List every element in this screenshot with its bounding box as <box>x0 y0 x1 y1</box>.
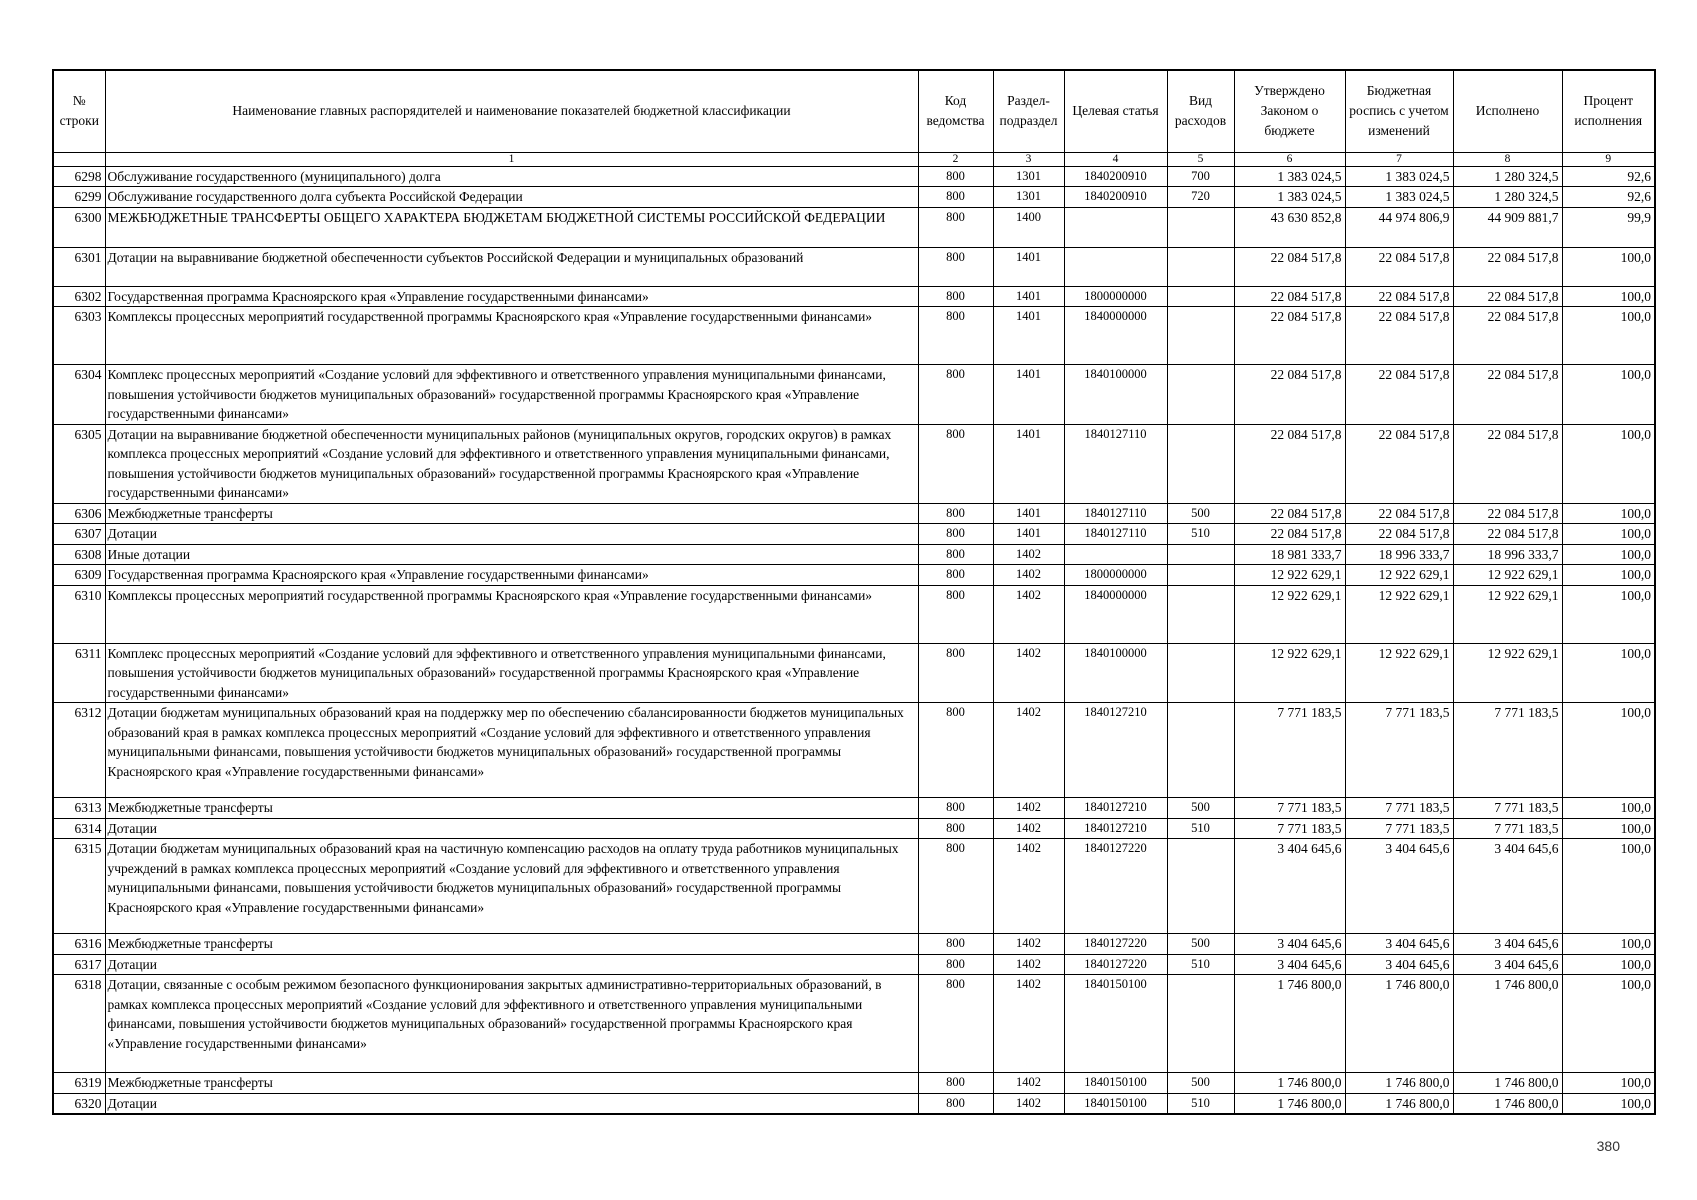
row-name: Дотации, связанные с особым режимом безопасного функционирования закрытых административно-территориальных образований, в рамках комплекса процессных мероприятий «Создание условий для эффективного и ответственного управления муниципальными финансами, повышения устойчивости бюджетов муниципальных образований» государственной программы Красноярского края «Управление государственными финансами» <box>105 975 918 1073</box>
row-number: 6318 <box>53 975 105 1073</box>
department-code: 800 <box>918 565 993 586</box>
table-row <box>53 565 1655 586</box>
table-row <box>53 585 1655 643</box>
table-row <box>53 187 1655 208</box>
department-code: 800 <box>918 307 993 365</box>
expense-type <box>1167 975 1234 1073</box>
section-code: 1402 <box>993 585 1064 643</box>
row-name: Межбюджетные трансферты <box>105 934 918 955</box>
target-article: 1840200910 <box>1064 187 1167 208</box>
row-name: Дотации на выравнивание бюджетной обеспеченности субъектов Российской Федерации и муниципальных образований <box>105 247 918 286</box>
table-row <box>53 703 1655 798</box>
approved-amount: 22 084 517,8 <box>1234 307 1345 365</box>
page-number: 380 <box>1596 1138 1620 1154</box>
row-name: Дотации на выравнивание бюджетной обеспеченности муниципальных районов (муниципальных округов, городских округов) в рамках комплекса процессных мероприятий «Создание условий для эффективного и ответственного управления муниципальными финансами, повышения устойчивости бюджетов муниципальных образований» государственной программы Красноярского края «Управление государственными финансами» <box>105 424 918 503</box>
scheduled-amount: 22 084 517,8 <box>1345 424 1453 503</box>
execution-percent: 100,0 <box>1562 286 1655 307</box>
expense-type: 700 <box>1167 166 1234 187</box>
table-row <box>53 247 1655 286</box>
target-article: 1840150100 <box>1064 1073 1167 1094</box>
approved-amount: 3 404 645,6 <box>1234 934 1345 955</box>
section-code: 1400 <box>993 207 1064 247</box>
section-code: 1402 <box>993 565 1064 586</box>
execution-percent: 100,0 <box>1562 1093 1655 1114</box>
expense-type <box>1167 703 1234 798</box>
scheduled-amount: 1 746 800,0 <box>1345 1093 1453 1114</box>
row-number: 6319 <box>53 1073 105 1094</box>
target-article: 1840127210 <box>1064 703 1167 798</box>
department-code: 800 <box>918 1093 993 1114</box>
row-number: 6317 <box>53 954 105 975</box>
target-article: 1840127210 <box>1064 818 1167 839</box>
row-number: 6315 <box>53 839 105 934</box>
section-code: 1402 <box>993 798 1064 819</box>
table-row <box>53 1073 1655 1094</box>
column-number: 3 <box>993 152 1064 166</box>
section-code: 1401 <box>993 524 1064 545</box>
execution-percent: 100,0 <box>1562 839 1655 934</box>
target-article: 1800000000 <box>1064 286 1167 307</box>
scheduled-amount: 22 084 517,8 <box>1345 286 1453 307</box>
approved-amount: 3 404 645,6 <box>1234 839 1345 934</box>
scheduled-amount: 44 974 806,9 <box>1345 207 1453 247</box>
department-code: 800 <box>918 1073 993 1094</box>
expense-type <box>1167 585 1234 643</box>
section-code: 1402 <box>993 1073 1064 1094</box>
executed-amount: 12 922 629,1 <box>1453 585 1562 643</box>
scheduled-amount: 3 404 645,6 <box>1345 954 1453 975</box>
row-number: 6306 <box>53 503 105 524</box>
row-name: Иные дотации <box>105 544 918 565</box>
executed-amount: 22 084 517,8 <box>1453 365 1562 425</box>
execution-percent: 100,0 <box>1562 585 1655 643</box>
scheduled-amount: 22 084 517,8 <box>1345 503 1453 524</box>
row-number: 6300 <box>53 207 105 247</box>
expense-type <box>1167 247 1234 286</box>
row-name: Государственная программа Красноярского края «Управление государственными финансами» <box>105 286 918 307</box>
executed-amount: 22 084 517,8 <box>1453 524 1562 545</box>
row-number: 6320 <box>53 1093 105 1114</box>
department-code: 800 <box>918 585 993 643</box>
budget-execution-table <box>52 69 1656 1115</box>
table-row <box>53 524 1655 545</box>
section-code: 1402 <box>993 818 1064 839</box>
approved-amount: 7 771 183,5 <box>1234 703 1345 798</box>
department-code: 800 <box>918 166 993 187</box>
department-code: 800 <box>918 544 993 565</box>
expense-type <box>1167 544 1234 565</box>
target-article: 1840100000 <box>1064 643 1167 703</box>
row-name: Дотации <box>105 524 918 545</box>
target-article <box>1064 544 1167 565</box>
executed-amount: 7 771 183,5 <box>1453 798 1562 819</box>
approved-amount: 22 084 517,8 <box>1234 424 1345 503</box>
approved-amount: 7 771 183,5 <box>1234 818 1345 839</box>
row-name: Дотации <box>105 1093 918 1114</box>
department-code: 800 <box>918 643 993 703</box>
target-article: 1840127220 <box>1064 839 1167 934</box>
expense-type <box>1167 307 1234 365</box>
table-row <box>53 975 1655 1073</box>
column-number: 9 <box>1562 152 1655 166</box>
expense-type: 500 <box>1167 798 1234 819</box>
executed-amount: 1 746 800,0 <box>1453 1093 1562 1114</box>
table-row <box>53 207 1655 247</box>
execution-percent: 100,0 <box>1562 365 1655 425</box>
department-code: 800 <box>918 934 993 955</box>
row-number: 6298 <box>53 166 105 187</box>
expense-type: 510 <box>1167 524 1234 545</box>
header-executed: Исполнено <box>1453 70 1562 152</box>
row-number: 6313 <box>53 798 105 819</box>
header-row-number: № строки <box>53 70 105 152</box>
department-code: 800 <box>918 524 993 545</box>
scheduled-amount: 3 404 645,6 <box>1345 839 1453 934</box>
table-row <box>53 307 1655 365</box>
expense-type: 500 <box>1167 503 1234 524</box>
table-row <box>53 934 1655 955</box>
row-number: 6309 <box>53 565 105 586</box>
column-number: 5 <box>1167 152 1234 166</box>
department-code: 800 <box>918 187 993 208</box>
scheduled-amount: 22 084 517,8 <box>1345 247 1453 286</box>
section-code: 1301 <box>993 187 1064 208</box>
execution-percent: 100,0 <box>1562 954 1655 975</box>
execution-percent: 100,0 <box>1562 524 1655 545</box>
expense-type: 510 <box>1167 954 1234 975</box>
target-article: 1840127220 <box>1064 934 1167 955</box>
department-code: 800 <box>918 365 993 425</box>
table-row <box>53 503 1655 524</box>
row-name: Межбюджетные трансферты <box>105 503 918 524</box>
approved-amount: 1 746 800,0 <box>1234 975 1345 1073</box>
row-number: 6303 <box>53 307 105 365</box>
row-name: Дотации бюджетам муниципальных образований края на частичную компенсацию расходов на оплату труда работников муниципальных учреждений в рамках комплекса процессных мероприятий «Создание условий для эффективного и ответственного управления муниципальными финансами, повышения устойчивости бюджетов муниципальных образований» государственной программы Красноярского края «Управление государственными финансами» <box>105 839 918 934</box>
row-number: 6308 <box>53 544 105 565</box>
table-row <box>53 424 1655 503</box>
scheduled-amount: 3 404 645,6 <box>1345 934 1453 955</box>
executed-amount: 12 922 629,1 <box>1453 643 1562 703</box>
section-code: 1401 <box>993 365 1064 425</box>
row-name: Комплексы процессных мероприятий государственной программы Красноярского края «Управление государственными финансами» <box>105 585 918 643</box>
row-name: Дотации <box>105 818 918 839</box>
scheduled-amount: 18 996 333,7 <box>1345 544 1453 565</box>
header-approved: Утверждено Законом о бюджете <box>1234 70 1345 152</box>
target-article: 1840127210 <box>1064 798 1167 819</box>
scheduled-amount: 1 746 800,0 <box>1345 1073 1453 1094</box>
execution-percent: 100,0 <box>1562 544 1655 565</box>
row-name: Комплексы процессных мероприятий государственной программы Красноярского края «Управление государственными финансами» <box>105 307 918 365</box>
department-code: 800 <box>918 818 993 839</box>
section-code: 1401 <box>993 503 1064 524</box>
row-number: 6299 <box>53 187 105 208</box>
target-article: 1840100000 <box>1064 365 1167 425</box>
approved-amount: 43 630 852,8 <box>1234 207 1345 247</box>
expense-type <box>1167 286 1234 307</box>
execution-percent: 99,9 <box>1562 207 1655 247</box>
expense-type: 510 <box>1167 1093 1234 1114</box>
approved-amount: 22 084 517,8 <box>1234 247 1345 286</box>
scheduled-amount: 7 771 183,5 <box>1345 798 1453 819</box>
executed-amount: 7 771 183,5 <box>1453 818 1562 839</box>
target-article <box>1064 207 1167 247</box>
approved-amount: 22 084 517,8 <box>1234 524 1345 545</box>
approved-amount: 1 383 024,5 <box>1234 187 1345 208</box>
row-number: 6316 <box>53 934 105 955</box>
table-row <box>53 818 1655 839</box>
column-number: 8 <box>1453 152 1562 166</box>
row-number: 6302 <box>53 286 105 307</box>
department-code: 800 <box>918 207 993 247</box>
execution-percent: 100,0 <box>1562 703 1655 798</box>
row-name: Межбюджетные трансферты <box>105 798 918 819</box>
execution-percent: 100,0 <box>1562 307 1655 365</box>
target-article: 1840127220 <box>1064 954 1167 975</box>
department-code: 800 <box>918 798 993 819</box>
target-article <box>1064 247 1167 286</box>
table-row <box>53 643 1655 703</box>
scheduled-amount: 12 922 629,1 <box>1345 565 1453 586</box>
expense-type: 510 <box>1167 818 1234 839</box>
section-code: 1401 <box>993 424 1064 503</box>
table-row <box>53 365 1655 425</box>
execution-percent: 100,0 <box>1562 1073 1655 1094</box>
column-number <box>53 152 105 166</box>
row-number: 6305 <box>53 424 105 503</box>
executed-amount: 1 746 800,0 <box>1453 1073 1562 1094</box>
target-article: 1840200910 <box>1064 166 1167 187</box>
execution-percent: 100,0 <box>1562 934 1655 955</box>
section-code: 1402 <box>993 975 1064 1073</box>
section-code: 1401 <box>993 286 1064 307</box>
execution-percent: 100,0 <box>1562 424 1655 503</box>
executed-amount: 1 280 324,5 <box>1453 166 1562 187</box>
section-code: 1402 <box>993 934 1064 955</box>
row-number: 6311 <box>53 643 105 703</box>
execution-percent: 92,6 <box>1562 187 1655 208</box>
scheduled-amount: 22 084 517,8 <box>1345 524 1453 545</box>
column-number-row <box>53 152 1655 166</box>
approved-amount: 1 746 800,0 <box>1234 1093 1345 1114</box>
column-number: 4 <box>1064 152 1167 166</box>
target-article: 1840127110 <box>1064 424 1167 503</box>
approved-amount: 22 084 517,8 <box>1234 365 1345 425</box>
table-row <box>53 286 1655 307</box>
scheduled-amount: 1 746 800,0 <box>1345 975 1453 1073</box>
execution-percent: 100,0 <box>1562 565 1655 586</box>
department-code: 800 <box>918 503 993 524</box>
approved-amount: 12 922 629,1 <box>1234 585 1345 643</box>
executed-amount: 44 909 881,7 <box>1453 207 1562 247</box>
executed-amount: 18 996 333,7 <box>1453 544 1562 565</box>
target-article: 1840127110 <box>1064 503 1167 524</box>
section-code: 1401 <box>993 247 1064 286</box>
expense-type <box>1167 424 1234 503</box>
section-code: 1402 <box>993 643 1064 703</box>
approved-amount: 7 771 183,5 <box>1234 798 1345 819</box>
executed-amount: 22 084 517,8 <box>1453 503 1562 524</box>
department-code: 800 <box>918 975 993 1073</box>
executed-amount: 7 771 183,5 <box>1453 703 1562 798</box>
section-code: 1402 <box>993 1093 1064 1114</box>
section-code: 1301 <box>993 166 1064 187</box>
expense-type <box>1167 365 1234 425</box>
target-article: 1840000000 <box>1064 307 1167 365</box>
approved-amount: 22 084 517,8 <box>1234 503 1345 524</box>
executed-amount: 22 084 517,8 <box>1453 247 1562 286</box>
executed-amount: 3 404 645,6 <box>1453 934 1562 955</box>
approved-amount: 1 746 800,0 <box>1234 1073 1345 1094</box>
expense-type <box>1167 643 1234 703</box>
row-name: Обслуживание государственного (муниципального) долга <box>105 166 918 187</box>
row-name: МЕЖБЮДЖЕТНЫЕ ТРАНСФЕРТЫ ОБЩЕГО ХАРАКТЕРА БЮДЖЕТАМ БЮДЖЕТНОЙ СИСТЕМЫ РОССИЙСКОЙ ФЕДЕРАЦИИ <box>105 207 918 247</box>
execution-percent: 100,0 <box>1562 247 1655 286</box>
row-name: Межбюджетные трансферты <box>105 1073 918 1094</box>
target-article: 1840127110 <box>1064 524 1167 545</box>
department-code: 800 <box>918 286 993 307</box>
header-budget-schedule: Бюджетная роспись с учетом изменений <box>1345 70 1453 152</box>
header-target-article: Целевая статья <box>1064 70 1167 152</box>
header-section: Раздел-подраздел <box>993 70 1064 152</box>
header-department-code: Код ведомства <box>918 70 993 152</box>
scheduled-amount: 7 771 183,5 <box>1345 818 1453 839</box>
section-code: 1402 <box>993 839 1064 934</box>
row-number: 6301 <box>53 247 105 286</box>
section-code: 1402 <box>993 544 1064 565</box>
executed-amount: 22 084 517,8 <box>1453 424 1562 503</box>
row-number: 6304 <box>53 365 105 425</box>
target-article: 1800000000 <box>1064 565 1167 586</box>
expense-type <box>1167 565 1234 586</box>
department-code: 800 <box>918 954 993 975</box>
section-code: 1401 <box>993 307 1064 365</box>
approved-amount: 12 922 629,1 <box>1234 643 1345 703</box>
row-name: Обслуживание государственного долга субъекта Российской Федерации <box>105 187 918 208</box>
table-row <box>53 166 1655 187</box>
scheduled-amount: 22 084 517,8 <box>1345 365 1453 425</box>
department-code: 800 <box>918 703 993 798</box>
row-name: Комплекс процессных мероприятий «Создание условий для эффективного и ответственного управления муниципальными финансами, повышения устойчивости бюджетов муниципальных образований» государственной программы Красноярского края «Управление государственными финансами» <box>105 365 918 425</box>
row-name: Государственная программа Красноярского края «Управление государственными финансами» <box>105 565 918 586</box>
executed-amount: 12 922 629,1 <box>1453 565 1562 586</box>
column-number: 6 <box>1234 152 1345 166</box>
execution-percent: 92,6 <box>1562 166 1655 187</box>
expense-type: 720 <box>1167 187 1234 208</box>
approved-amount: 18 981 333,7 <box>1234 544 1345 565</box>
scheduled-amount: 1 383 024,5 <box>1345 166 1453 187</box>
scheduled-amount: 22 084 517,8 <box>1345 307 1453 365</box>
execution-percent: 100,0 <box>1562 503 1655 524</box>
approved-amount: 12 922 629,1 <box>1234 565 1345 586</box>
row-number: 6307 <box>53 524 105 545</box>
table-row <box>53 954 1655 975</box>
scheduled-amount: 12 922 629,1 <box>1345 643 1453 703</box>
row-name: Дотации бюджетам муниципальных образований края на поддержку мер по обеспечению сбалансированности бюджетов муниципальных образований края в рамках комплекса процессных мероприятий «Создание условий для эффективного и ответственного управления муниципальными финансами, повышения устойчивости бюджетов муниципальных образований» государственной программы Красноярского края «Управление государственными финансами» <box>105 703 918 798</box>
target-article: 1840150100 <box>1064 1093 1167 1114</box>
expense-type: 500 <box>1167 934 1234 955</box>
row-number: 6312 <box>53 703 105 798</box>
row-name: Комплекс процессных мероприятий «Создание условий для эффективного и ответственного управления муниципальными финансами, повышения устойчивости бюджетов муниципальных образований» государственной программы Красноярского края «Управление государственными финансами» <box>105 643 918 703</box>
scheduled-amount: 1 383 024,5 <box>1345 187 1453 208</box>
header-row <box>53 70 1655 152</box>
expense-type <box>1167 207 1234 247</box>
approved-amount: 3 404 645,6 <box>1234 954 1345 975</box>
approved-amount: 22 084 517,8 <box>1234 286 1345 307</box>
table-row <box>53 1093 1655 1114</box>
table-row <box>53 544 1655 565</box>
column-number: 1 <box>105 152 918 166</box>
table-row <box>53 798 1655 819</box>
expense-type: 500 <box>1167 1073 1234 1094</box>
row-name: Дотации <box>105 954 918 975</box>
executed-amount: 3 404 645,6 <box>1453 954 1562 975</box>
execution-percent: 100,0 <box>1562 643 1655 703</box>
executed-amount: 3 404 645,6 <box>1453 839 1562 934</box>
department-code: 800 <box>918 247 993 286</box>
budget-table-sheet <box>52 69 1654 1115</box>
row-number: 6310 <box>53 585 105 643</box>
execution-percent: 100,0 <box>1562 798 1655 819</box>
approved-amount: 1 383 024,5 <box>1234 166 1345 187</box>
section-code: 1402 <box>993 954 1064 975</box>
scheduled-amount: 12 922 629,1 <box>1345 585 1453 643</box>
section-code: 1402 <box>993 703 1064 798</box>
header-expense-type: Вид расходов <box>1167 70 1234 152</box>
scheduled-amount: 7 771 183,5 <box>1345 703 1453 798</box>
table-row <box>53 839 1655 934</box>
target-article: 1840000000 <box>1064 585 1167 643</box>
expense-type <box>1167 839 1234 934</box>
header-percent: Процент исполнения <box>1562 70 1655 152</box>
row-number: 6314 <box>53 818 105 839</box>
column-number: 2 <box>918 152 993 166</box>
executed-amount: 22 084 517,8 <box>1453 286 1562 307</box>
department-code: 800 <box>918 424 993 503</box>
executed-amount: 1 280 324,5 <box>1453 187 1562 208</box>
department-code: 800 <box>918 839 993 934</box>
target-article: 1840150100 <box>1064 975 1167 1073</box>
executed-amount: 22 084 517,8 <box>1453 307 1562 365</box>
execution-percent: 100,0 <box>1562 975 1655 1073</box>
executed-amount: 1 746 800,0 <box>1453 975 1562 1073</box>
execution-percent: 100,0 <box>1562 818 1655 839</box>
header-name: Наименование главных распорядителей и наименование показателей бюджетной классификации <box>105 70 918 152</box>
column-number: 7 <box>1345 152 1453 166</box>
